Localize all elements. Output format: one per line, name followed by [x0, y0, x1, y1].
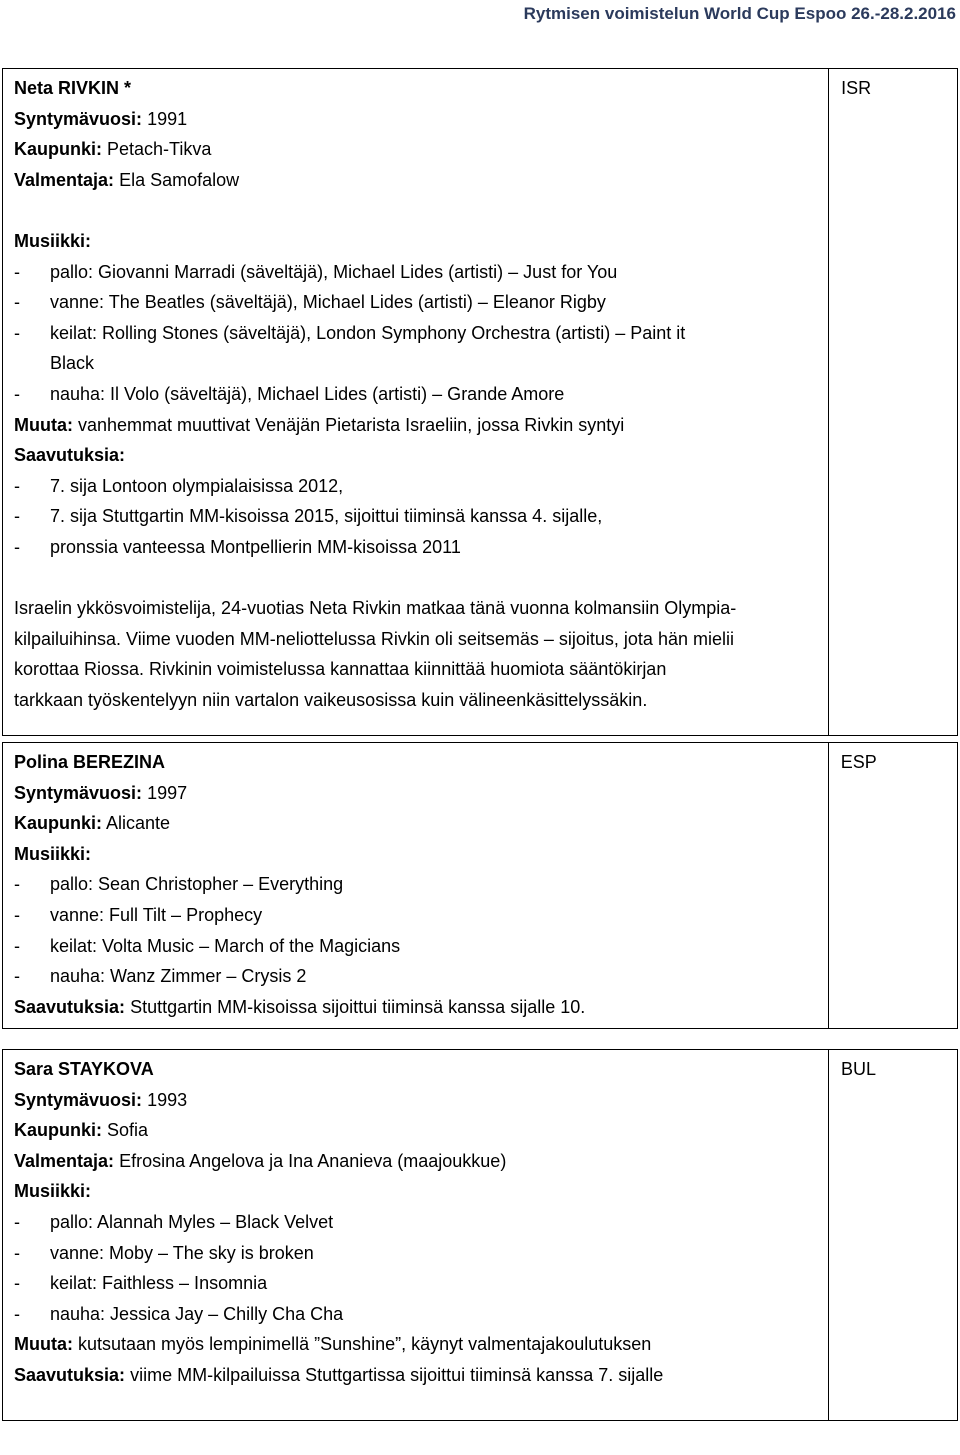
- music-item: - nauha: Jessica Jay – Chilly Cha Cha: [14, 1303, 344, 1324]
- achievements-label: Saavutuksia:: [14, 445, 126, 466]
- coach-label: Valmentaja:: [14, 1150, 115, 1171]
- birth-label: Syntymävuosi:: [14, 108, 143, 129]
- achievement-item: - 7. sija Lontoon olympialaisissa 2012,: [14, 475, 344, 496]
- birth-year: 1997: [147, 782, 188, 803]
- music-item: - keilat: Volta Music – March of the Magicians: [14, 935, 401, 956]
- music-item: - pallo: Alannah Myles – Black Velvet: [14, 1211, 334, 1232]
- athlete-name: Neta RIVKIN *: [14, 78, 132, 98]
- country-cell: [829, 69, 958, 736]
- athlete-details: [3, 1050, 829, 1421]
- city-label: Kaupunki:: [14, 1120, 102, 1141]
- coach: Ela Samofalow: [119, 169, 240, 190]
- music-item: - nauha: Il Volo (säveltäjä), Michael Lides (artisti) – Grande Amore: [14, 383, 565, 404]
- city: Sofia: [107, 1120, 149, 1141]
- page-header-title: Rytmisen voimistelun World Cup Espoo 26.-28.2.2016: [523, 4, 956, 23]
- country-code: BUL: [840, 1059, 876, 1079]
- country-cell: [828, 1050, 957, 1421]
- coach: Efrosina Angelova ja Ina Ananieva (maajoukkue): [119, 1150, 507, 1171]
- other-text: kutsutaan myös lempinimellä ”Sunshine”, käynyt valmentajakoulutuksen: [78, 1334, 652, 1355]
- birth-year: 1993: [147, 1089, 188, 1110]
- city: Petach-Tikva: [107, 139, 212, 160]
- achievements-text: viime MM-kilpailuissa Stuttgartissa sijoittui tiiminsä kanssa 7. sijalle: [130, 1364, 664, 1385]
- music-label: Musiikki:: [14, 1181, 92, 1202]
- achievements-label: Saavutuksia:: [14, 1364, 126, 1385]
- music-item: - vanne: The Beatles (säveltäjä), Michael Lides (artisti) – Eleanor Rigby: [14, 292, 606, 313]
- country-code: ISR: [841, 78, 872, 98]
- athlete-card-rivkin: [2, 68, 958, 736]
- music-item: - keilat: Faithless – Insomnia: [14, 1273, 268, 1294]
- other-label: Muuta:: [14, 414, 73, 435]
- country-code: ESP: [840, 752, 877, 772]
- other-label: Muuta:: [14, 1334, 73, 1355]
- athlete-details: [3, 743, 829, 1029]
- music-item: - pallo: Giovanni Marradi (säveltäjä), Michael Lides (artisti) – Just for You: [14, 261, 618, 282]
- music-item-continued: Black: [50, 353, 95, 374]
- athlete-name: Polina BEREZINA: [14, 752, 166, 772]
- athlete-bio: Israelin ykkösvoimistelija, 24-vuotias Neta Rivkin matkaa tänä vuonna kolmansiin Olympia- kilpailuihinsa. Viime vuoden MM-neliottelussa Rivkin oli seitsemäs – sijoitus, jota hän mielii korottaa Riossa. Rivkinin voimistelussa kannattaa kiinnittää huomiota sääntökirjan tarkkaan työskentelyyn niin vartalon vaikeusosissa kuin välineenkäsittelyssäkin.: [14, 598, 737, 710]
- achievements-text: Stuttgartin MM-kisoissa sijoittui tiiminsä kanssa sijalle 10.: [130, 996, 586, 1017]
- coach-label: Valmentaja:: [14, 169, 115, 190]
- music-item: - nauha: Wanz Zimmer – Crysis 2: [14, 966, 307, 987]
- athlete-details: [3, 69, 829, 736]
- music-item: - keilat: Rolling Stones (säveltäjä), London Symphony Orchestra (artisti) – Paint it: [14, 322, 686, 343]
- music-item: - vanne: Moby – The sky is broken: [14, 1242, 314, 1263]
- city-label: Kaupunki:: [14, 139, 102, 160]
- achievement-item: - pronssia vanteessa Montpellierin MM-kisoissa 2011: [14, 536, 461, 557]
- athlete-card-berezina: [2, 742, 958, 1029]
- birth-label: Syntymävuosi:: [14, 1089, 143, 1110]
- music-label: Musiikki:: [14, 230, 92, 251]
- birth-year: 1991: [147, 108, 188, 129]
- athlete-card-staykova: [2, 1049, 958, 1421]
- achievements-label: Saavutuksia:: [14, 996, 126, 1017]
- city-label: Kaupunki:: [14, 813, 102, 834]
- birth-label: Syntymävuosi:: [14, 782, 143, 803]
- music-item: - vanne: Full Tilt – Prophecy: [14, 904, 263, 925]
- country-cell: [828, 743, 957, 1029]
- city: Alicante: [106, 813, 171, 834]
- other-text: vanhemmat muuttivat Venäjän Pietarista Israeliin, jossa Rivkin syntyi: [78, 414, 625, 435]
- achievement-item: - 7. sija Stuttgartin MM-kisoissa 2015, sijoittui tiiminsä kanssa 4. sijalle,: [14, 506, 603, 527]
- music-item: - pallo: Sean Christopher – Everything: [14, 874, 344, 895]
- music-label: Musiikki:: [14, 843, 92, 864]
- athlete-name: Sara STAYKOVA: [14, 1059, 154, 1079]
